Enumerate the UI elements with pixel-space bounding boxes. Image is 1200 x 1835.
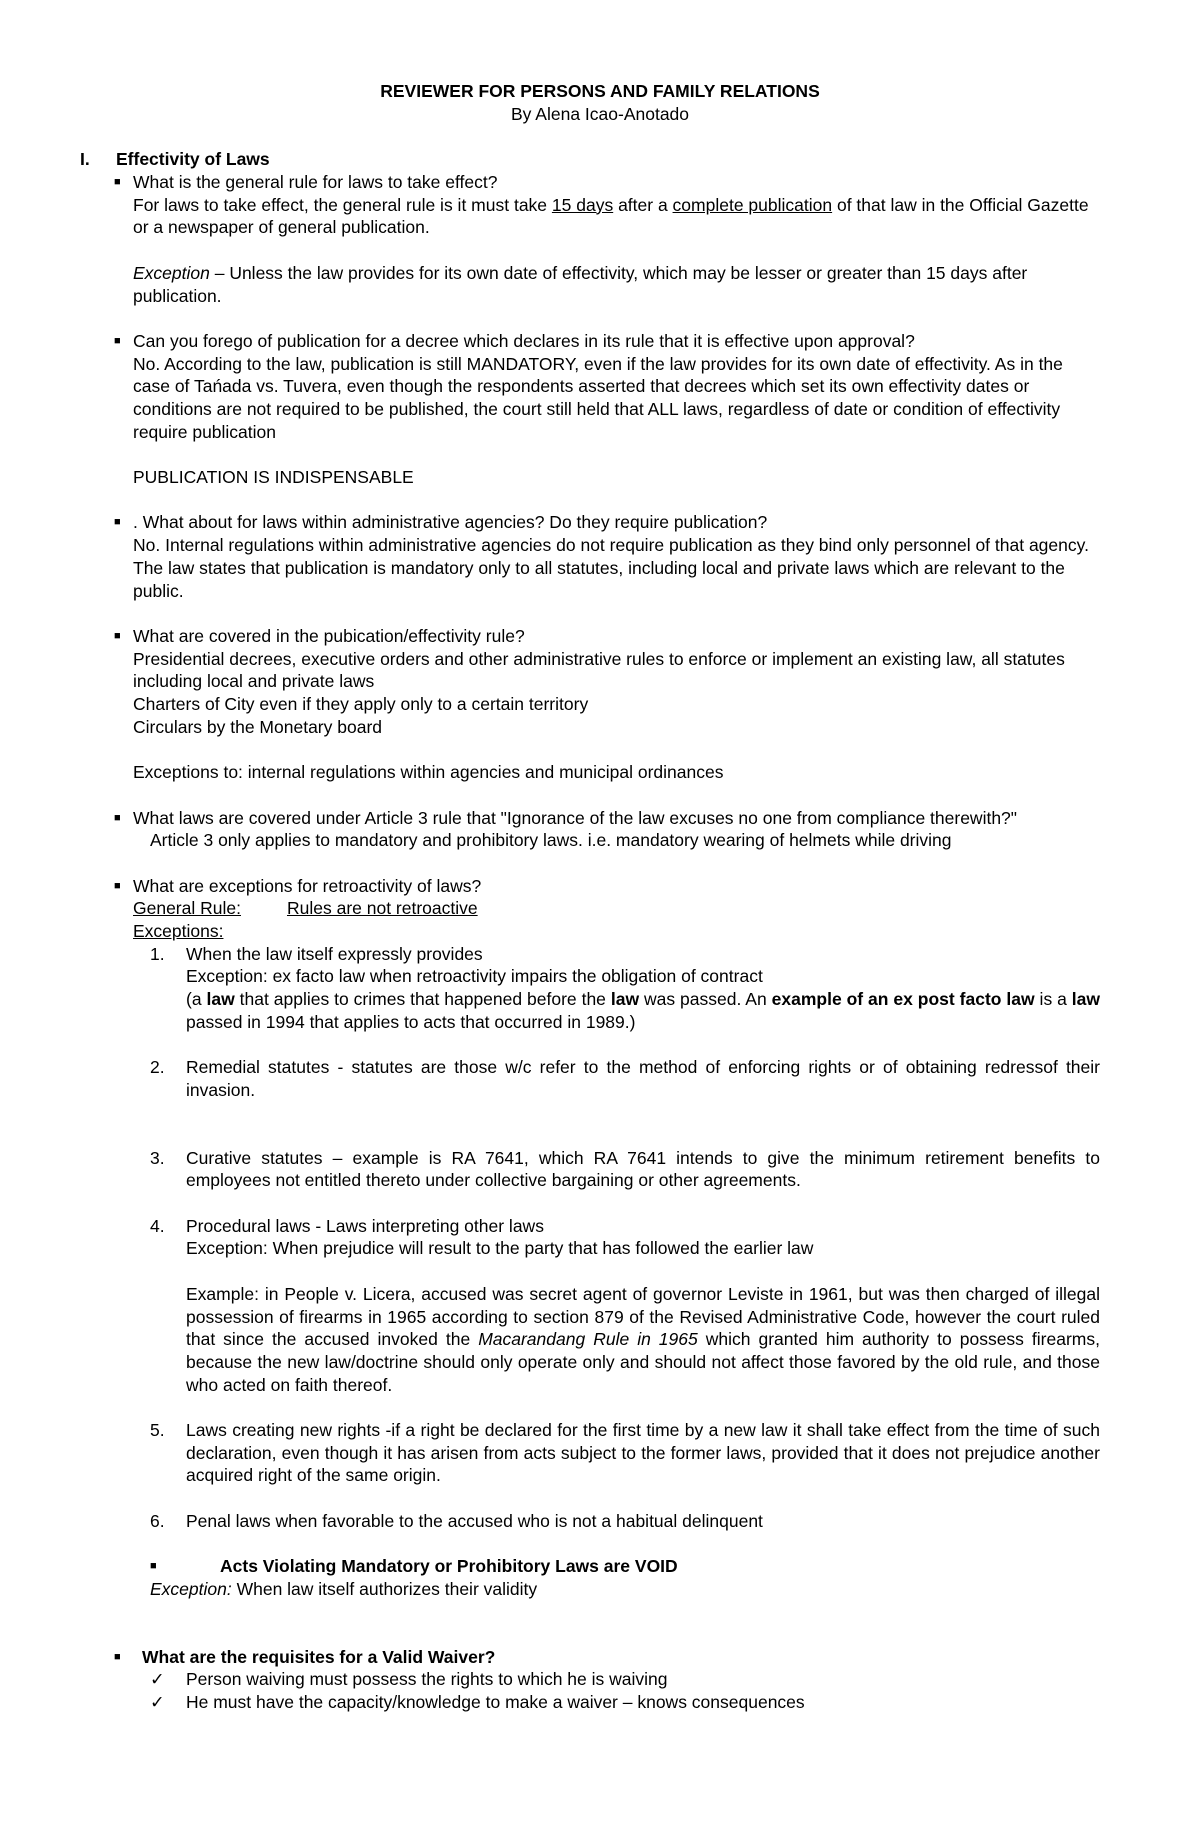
emphasis-line: PUBLICATION IS INDISPENSABLE (133, 467, 414, 488)
answer-text: after a (613, 194, 673, 215)
square-bullet-icon: ■ (114, 516, 121, 529)
list-item (0, 1510, 1200, 1533)
exceptions-line: Exceptions to: internal regulations within agencies and municipal ordinances (133, 762, 724, 783)
list-item-text: Curative statutes – example is RA 7641, which RA 7641 intends to give the minimum retirement benefits to employees not entitled thereto under collective bargaining or other agreements. (186, 1147, 1100, 1191)
list-item-text: Remedial statutes - statutes are those w/c refer to the method of enforcing rights or of obtaining redressof their invasion. (186, 1057, 1100, 1100)
answer-text: For laws to take effect, the general rule is it must take (133, 194, 552, 215)
bold-term: law (610, 989, 640, 1010)
question-text: What is the general rule for laws to take effect? (133, 172, 498, 192)
general-rule-text: Rules are not retroactive (286, 898, 478, 919)
question-item (0, 875, 1200, 898)
question-text: What are exceptions for retroactivity of laws? (133, 875, 482, 896)
document-author: By Alena Icao-Anotado (510, 104, 690, 124)
subheading-item (0, 1555, 1200, 1578)
checklist-text: He must have the capacity/knowledge to make a waiver – knows consequences (186, 1692, 805, 1713)
list-number: 1. (150, 943, 165, 964)
list-number: 3. (150, 1147, 165, 1168)
section-number: I. (80, 149, 90, 169)
exception-label: Exception: (150, 1578, 232, 1599)
note-text: was passed. An (639, 989, 772, 1010)
note-text: (a (186, 989, 207, 1010)
section-title: Effectivity of Laws (116, 149, 270, 169)
example-text: which granted him authority to possess firearms, because the new law/doctrine should only operate only and should not affect those favored by the old rule, and those who acted on faith thereof. (186, 1329, 1100, 1395)
section-heading (80, 148, 270, 171)
list-number: 2. (150, 1057, 165, 1078)
exception-paragraph (0, 262, 1200, 307)
bold-term: law (1071, 989, 1100, 1010)
list-item-exception: Exception: When prejudice will result to the party that has followed the earlier law (186, 1238, 814, 1259)
answer-line: Circulars by the Monetary board (133, 716, 382, 737)
general-rule-label: General Rule: (133, 898, 241, 919)
question-item (0, 1646, 1200, 1669)
note-text: passed in 1994 that applies to acts that occurred in 1989.) (186, 1011, 636, 1032)
list-item-exception: Exception: ex facto law when retroactivity impairs the obligation of contract (186, 966, 763, 987)
question-item (0, 171, 1200, 194)
checklist-text: Person waiving must possess the rights to which he is waiving (186, 1669, 668, 1690)
list-item-text: When the law itself expressly provides (186, 943, 483, 964)
square-bullet-icon: ■ (114, 176, 121, 188)
answer-line: Charters of City even if they apply only to a certain territory (133, 694, 589, 715)
subheading-text: Acts Violating Mandatory or Prohibitory Laws are VOID (220, 1556, 678, 1577)
question-item (0, 625, 1200, 648)
square-bullet-icon: ■ (114, 1650, 121, 1663)
bold-term: law (206, 989, 235, 1010)
list-number: 6. (150, 1510, 165, 1531)
list-number: 4. (150, 1215, 165, 1236)
exception-label: Exception (133, 262, 210, 283)
question-item (0, 807, 1200, 830)
answer-line: Presidential decrees, executive orders and other administrative rules to enforce or implement an existing law, all statutes including local and private laws (133, 648, 1065, 692)
list-item-note (0, 988, 1200, 1033)
answer-paragraph: No. According to the law, publication is still MANDATORY, even if the law provides for its own date of effectivity. As in the case of Tańada vs. Tuvera, even though the respondents asserted that decrees which set its own effectivity dates or conditions are not required to be published, the court still held that ALL laws, regardless of date or condition of effectivity require publication (133, 353, 1063, 442)
exception-paragraph (0, 1578, 1200, 1601)
list-item (0, 1215, 1200, 1238)
list-item-text: Procedural laws - Laws interpreting other laws (186, 1215, 544, 1236)
list-number: 5. (150, 1420, 165, 1441)
square-bullet-icon: ■ (150, 1560, 157, 1573)
question-text: What are the requisites for a Valid Waiver? (142, 1646, 496, 1667)
list-item (0, 1056, 1200, 1101)
question-text: What laws are covered under Article 3 rule that "Ignorance of the law excuses no one from compliance therewith?" (133, 807, 1017, 828)
checkmark-icon: ✓ (150, 1669, 165, 1690)
note-text: that applies to crimes that happened before the (234, 989, 611, 1010)
square-bullet-icon: ■ (114, 334, 121, 347)
question-text: . What about for laws within administrative agencies? Do they require publication? (133, 512, 768, 533)
answer-paragraph: No. Internal regulations within administrative agencies do not require publication as they bind only personnel of that agency. The law states that publication is mandatory only to all statutes, including local and private laws which are relevant to the public. (133, 535, 1089, 601)
bold-term: example of an ex post facto law (771, 989, 1035, 1010)
list-item (0, 1147, 1200, 1192)
document-body (0, 171, 1200, 1714)
exception-text: When law itself authorizes their validity (231, 1578, 538, 1599)
square-bullet-icon: ■ (114, 629, 121, 642)
exceptions-label: Exceptions: (133, 921, 224, 942)
answer-paragraph (0, 194, 1200, 239)
checklist-item (0, 1668, 1200, 1691)
question-text: Can you forego of publication for a decree which declares in its rule that it is effective upon approval? (133, 330, 915, 351)
general-rule (0, 897, 1200, 920)
answer-text: of that law in the Official Gazette or a newspaper of general publication. (133, 194, 1089, 238)
example-text: Example: in People v. Licera, accused was secret agent of governor Leviste in 1961, but was then charged of illegal possession of firearms in 1965 according to section 879 of the Revised Administrative Code, however the court ruled that since the accused invoked the (186, 1283, 1100, 1350)
document-title: REVIEWER FOR PERSONS AND FAMILY RELATIONS (380, 81, 820, 101)
list-item-text: Laws creating new rights -if a right be declared for the first time by a new law it shall take effect from the time of such declaration, even though it has arisen from acts subject to the former laws, provided that it does not prejudice another acquired right of the same origin. (186, 1420, 1100, 1486)
question-text: What are covered in the pubication/effectivity rule? (133, 625, 525, 646)
list-item (0, 1419, 1200, 1487)
underlined-term: 15 days (551, 194, 614, 215)
checkmark-icon: ✓ (150, 1692, 165, 1713)
underlined-term: complete publication (672, 194, 833, 215)
exception-text: – Unless the law provides for its own date of effectivity, which may be lesser or greater than 15 days after publication. (133, 262, 1028, 306)
question-item (0, 511, 1200, 534)
square-bullet-icon: ■ (114, 879, 121, 892)
list-item (0, 943, 1200, 966)
list-item-example (0, 1283, 1200, 1397)
checklist-item (0, 1691, 1200, 1714)
note-text: is a (1034, 989, 1072, 1010)
square-bullet-icon: ■ (114, 811, 121, 824)
answer-paragraph: Article 3 only applies to mandatory and prohibitory laws. i.e. mandatory wearing of helmets while driving (150, 830, 952, 851)
italic-term: Macarandang Rule in 1965 (478, 1329, 698, 1350)
list-item-text: Penal laws when favorable to the accused who is not a habitual delinquent (186, 1510, 763, 1531)
question-item (0, 330, 1200, 353)
